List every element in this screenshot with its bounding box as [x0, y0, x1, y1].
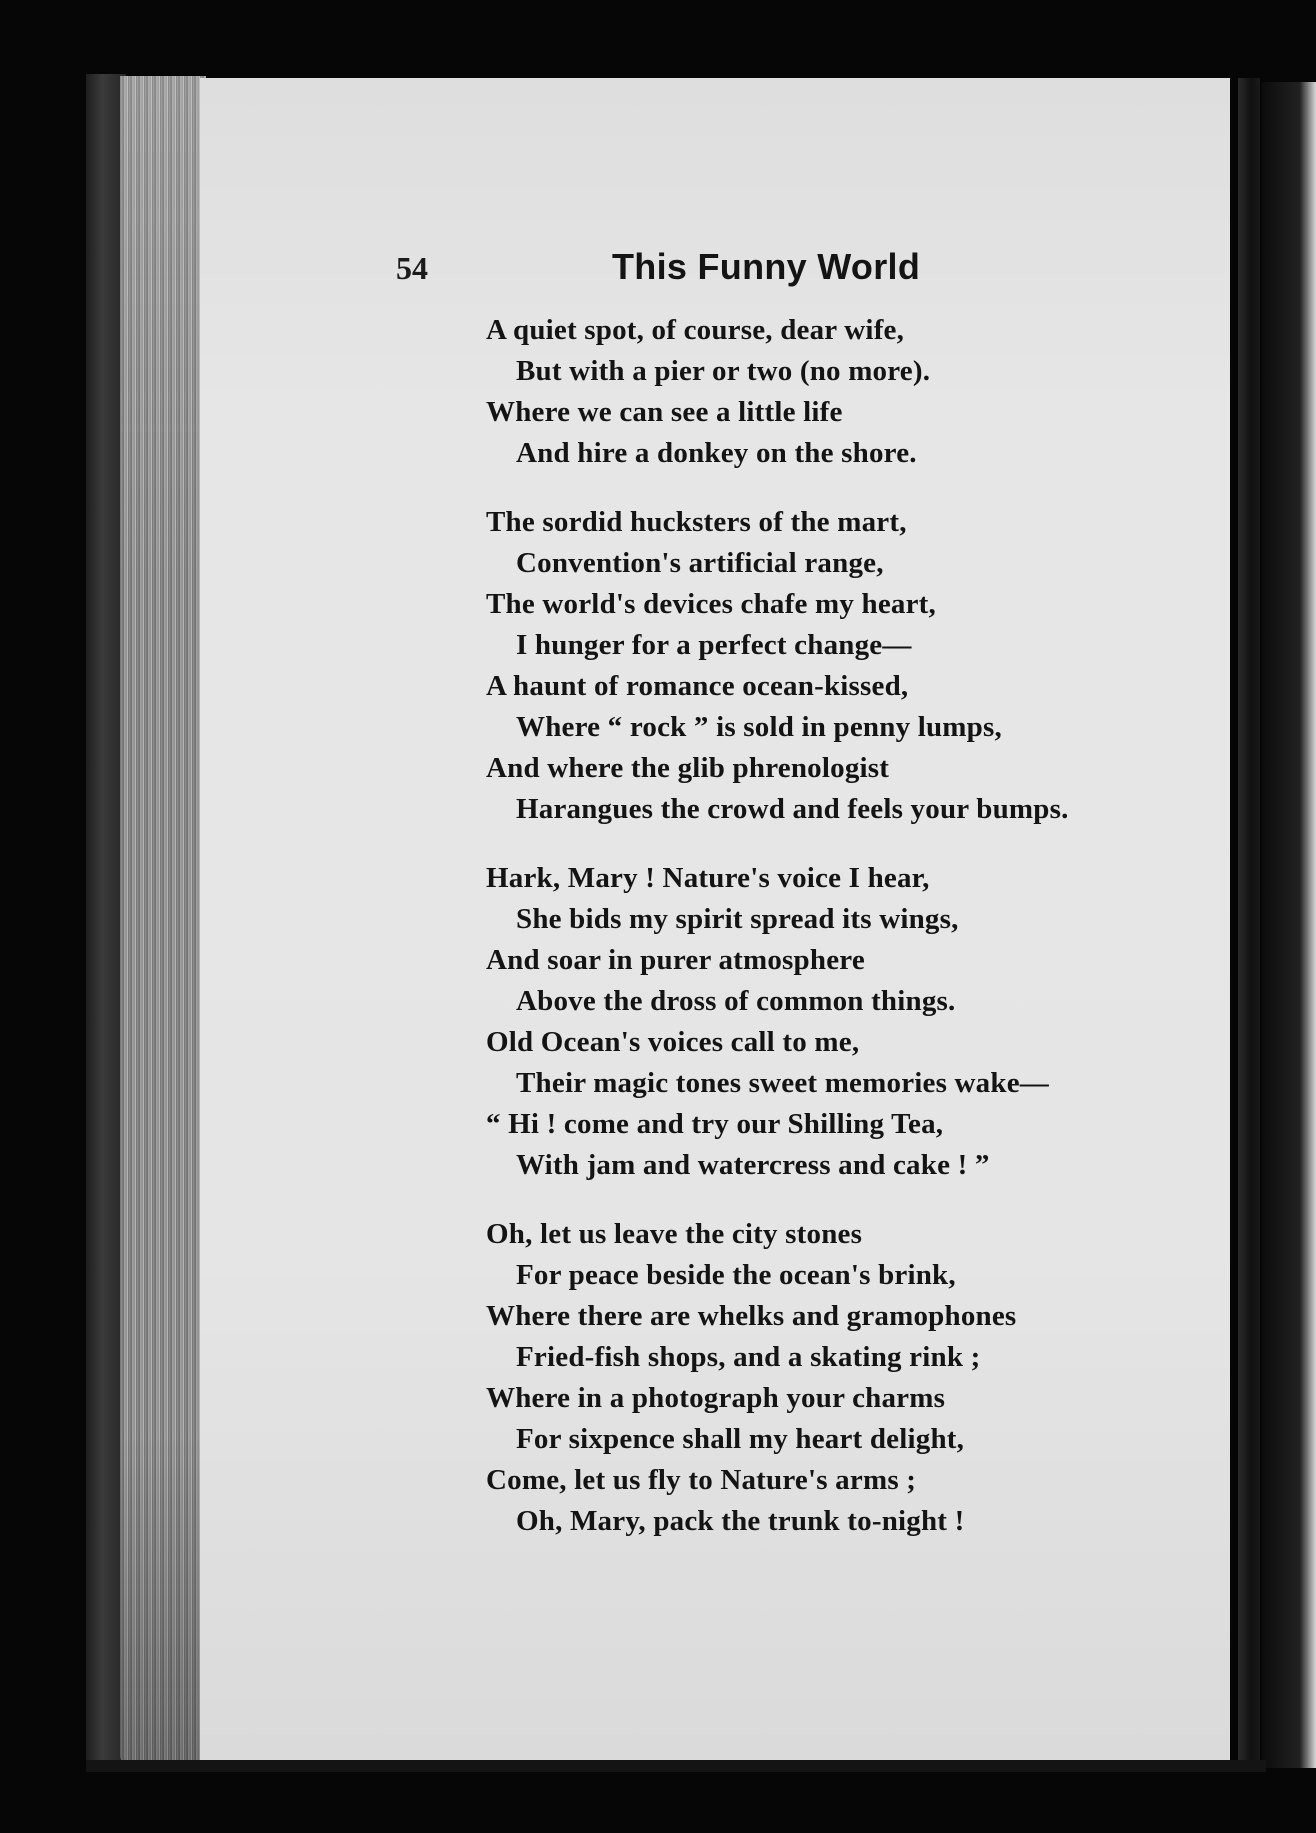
page-edges-stack — [120, 76, 206, 1764]
page-number: 54 — [396, 250, 428, 286]
stanza — [486, 502, 1069, 830]
poem-line: Come, let us fly to Nature's arms ; — [486, 1464, 917, 1496]
poem-line: Harangues the crowd and feels your bumps. — [516, 793, 1069, 825]
poem-line: But with a pier or two (no more). — [516, 355, 931, 387]
poem-line: Hark, Mary ! Nature's voice I hear, — [486, 862, 930, 894]
poem-line: Above the dross of common things. — [516, 985, 956, 1017]
page-bottom-shadow — [86, 1760, 1266, 1772]
poem-line: The world's devices chafe my heart, — [486, 588, 936, 620]
poem-line: “ Hi ! come and try our Shilling Tea, — [486, 1108, 944, 1140]
poem-line: She bids my spirit spread its wings, — [516, 903, 959, 935]
poem-line: Their magic tones sweet memories wake— — [516, 1067, 1049, 1099]
poem-line: Where in a photograph your charms — [486, 1382, 946, 1414]
running-head: This Funny World — [612, 246, 921, 287]
poem — [486, 310, 1069, 1570]
poem-line: For sixpence shall my heart delight, — [516, 1423, 965, 1455]
poem-line: Fried-fish shops, and a skating rink ; — [516, 1341, 981, 1373]
stanza — [486, 858, 1069, 1186]
poem-line: Where “ rock ” is sold in penny lumps, — [516, 711, 1002, 743]
stanza — [486, 1214, 1069, 1542]
poem-line: Convention's artificial range, — [516, 547, 884, 579]
book-binding-edge — [1238, 78, 1260, 1768]
poem-line: Oh, let us leave the city stones — [486, 1218, 863, 1250]
poem-line: And where the glib phrenologist — [486, 752, 890, 784]
poem-line: The sordid hucksters of the mart, — [486, 506, 907, 538]
poem-line: And soar in purer atmosphere — [486, 944, 865, 976]
poem-line: With jam and watercress and cake ! ” — [516, 1149, 990, 1181]
stanza — [486, 310, 1069, 474]
poem-line: Where there are whelks and gramophones — [486, 1300, 1017, 1332]
facing-page-edge — [1262, 82, 1316, 1768]
poem-line: Oh, Mary, pack the trunk to-night ! — [516, 1505, 965, 1537]
poem-line: And hire a donkey on the shore. — [516, 437, 917, 469]
poem-line: A quiet spot, of course, dear wife, — [486, 314, 905, 346]
poem-line: For peace beside the ocean's brink, — [516, 1259, 956, 1291]
poem-line: A haunt of romance ocean-kissed, — [486, 670, 909, 702]
poem-line: Where we can see a little life — [486, 396, 843, 428]
poem-line: Old Ocean's voices call to me, — [486, 1026, 860, 1058]
poem-line: I hunger for a perfect change— — [516, 629, 912, 661]
